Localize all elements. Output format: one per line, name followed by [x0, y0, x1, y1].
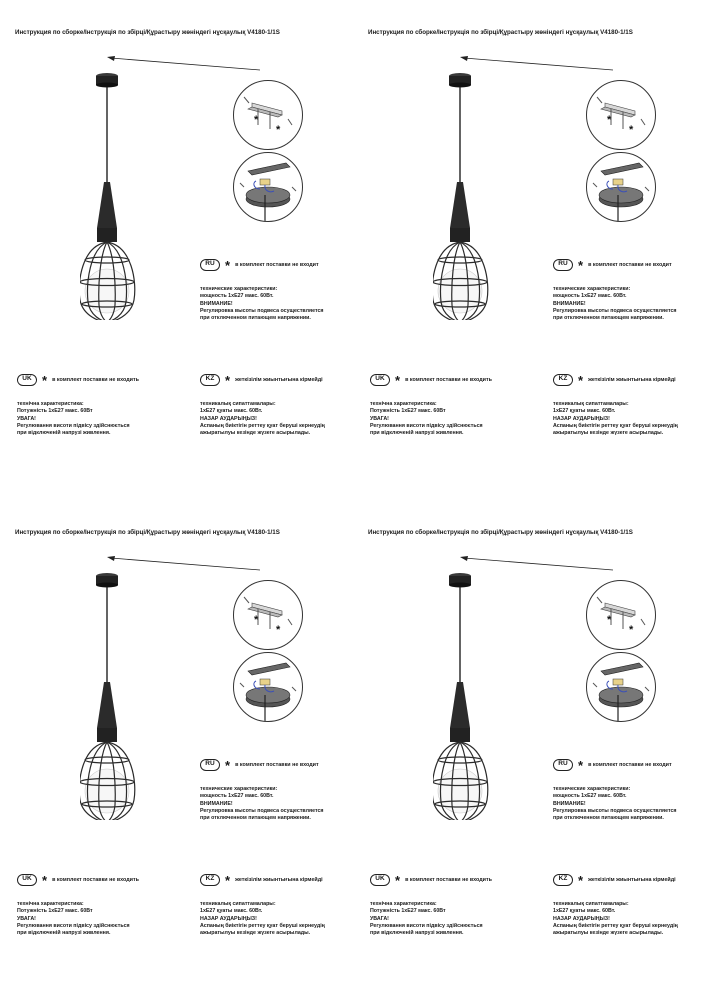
ru-spec-line: Регулировка высоты подвеса осуществляется: [553, 807, 677, 814]
kz-language-badge: KZ: [200, 374, 220, 386]
uk-note-text: в комплект поставки не входить: [405, 376, 492, 383]
kz-not-included-note: [200, 872, 323, 887]
uk-language-badge: UK: [17, 374, 37, 386]
kz-spec-line: Аспаның биіктігін реттеу қуат беруші кернеудің: [200, 422, 325, 429]
kz-language-badge: KZ: [553, 374, 573, 386]
instruction-title: Инструкция по сборке/Інструкція по збірці/Құрастыру жөніндегі нұсқаулық V4180-1/1S: [15, 29, 280, 36]
ru-spec-line: Регулировка высоты подвеса осуществляется: [553, 307, 677, 314]
ru-spec-line: Регулировка высоты подвеса осуществляется: [200, 307, 324, 314]
uk-specifications: [17, 901, 130, 937]
instruction-title: Инструкция по сборке/Інструкція по збірці/Құрастыру жөніндегі нұсқаулық V4180-1/1S: [368, 29, 633, 36]
kz-spec-line: 1хЕ27 қуаты макс. 60Вт.: [553, 908, 616, 915]
uk-spec-line: при відключеній напрузі живлення.: [370, 930, 464, 937]
svg-text:*: *: [276, 124, 281, 136]
uk-spec-line: УВАГА!: [370, 915, 389, 922]
uk-spec-line: Регулювання висоти підвісу здійснюється: [17, 422, 130, 429]
uk-spec-line: при відключеній напрузі живлення.: [370, 430, 464, 437]
kz-spec-line: техникалық сипаттамалары:: [200, 401, 276, 407]
kz-spec-line: НАЗАР АУДАРЫҢЫЗ!: [200, 415, 257, 422]
ru-spec-line: при отключенном питающем напряжении.: [200, 815, 311, 822]
svg-text:*: *: [607, 114, 612, 126]
uk-spec-line: Регулювання висоти підвісу здійснюється: [370, 422, 483, 429]
ru-spec-line: ВНИМАНИЕ!: [200, 800, 233, 807]
asterisk-icon: *: [578, 873, 584, 888]
pendant-lamp-illustration: [433, 70, 513, 320]
mounting-bracket-detail: [233, 580, 303, 650]
uk-spec-line: при відключеній напрузі живлення.: [17, 930, 111, 937]
svg-text:*: *: [629, 124, 634, 136]
kz-spec-line: Аспаның биіктігін реттеу қуат беруші кернеудің: [553, 922, 678, 929]
ru-specifications: [200, 286, 324, 322]
asterisk-icon: *: [578, 758, 584, 773]
ru-note-text: в комплект поставки не входит: [588, 261, 672, 268]
kz-note-text: жеткізілім жиынтығына кірмейді: [588, 376, 676, 383]
mounting-bracket-detail: [233, 80, 303, 150]
kz-spec-line: 1хЕ27 қуаты макс. 60Вт.: [200, 408, 263, 415]
asterisk-icon: *: [225, 758, 231, 773]
kz-spec-line: ажыратылуы кезінде жүзеге асырылады.: [200, 430, 311, 437]
asterisk-icon: *: [42, 373, 48, 388]
asterisk-icon: *: [225, 373, 231, 388]
ru-not-included-note: [553, 257, 672, 272]
ru-specifications: [200, 786, 324, 822]
kz-specifications: [200, 901, 325, 937]
kz-note-text: жеткізілім жиынтығына кірмейді: [235, 376, 323, 383]
uk-spec-line: УВАГА!: [17, 415, 36, 422]
uk-spec-line: Регулювання висоти підвісу здійснюється: [370, 922, 483, 929]
uk-spec-line: УВАГА!: [370, 415, 389, 422]
svg-text:*: *: [276, 624, 281, 636]
mounting-bracket-detail: [586, 580, 656, 650]
ru-spec-line: при отключенном питающем напряжении.: [553, 815, 664, 822]
ru-language-badge: RU: [553, 759, 573, 771]
ru-spec-line: мощность 1хЕ27 макс. 60Вт.: [200, 293, 274, 300]
asterisk-icon: *: [225, 873, 231, 888]
mounting-bracket-detail: [586, 80, 656, 150]
instruction-title: Инструкция по сборке/Інструкція по збірці/Құрастыру жөніндегі нұсқаулық V4180-1/1S: [15, 529, 280, 536]
uk-spec-line: технічна характеристика:: [17, 901, 84, 907]
instruction-panel: [0, 0, 353, 500]
ru-spec-line: технические характеристики:: [553, 286, 631, 292]
ru-not-included-note: [200, 757, 319, 772]
pendant-lamp-illustration: [80, 70, 160, 320]
uk-spec-line: технічна характеристика:: [370, 901, 437, 907]
kz-spec-line: НАЗАР АУДАРЫҢЫЗ!: [553, 915, 610, 922]
kz-specifications: [200, 401, 325, 437]
kz-language-badge: KZ: [553, 874, 573, 886]
uk-language-badge: UK: [370, 374, 390, 386]
kz-spec-line: 1хЕ27 қуаты макс. 60Вт.: [553, 408, 616, 415]
uk-specifications: [370, 401, 483, 437]
ru-spec-line: технические характеристики:: [200, 786, 278, 792]
uk-language-badge: UK: [370, 874, 390, 886]
ru-spec-line: мощность 1хЕ27 макс. 60Вт.: [553, 793, 627, 800]
canopy-wiring-detail: [586, 652, 656, 722]
kz-spec-line: НАЗАР АУДАРЫҢЫЗ!: [200, 915, 257, 922]
ru-spec-line: ВНИМАНИЕ!: [553, 800, 586, 807]
ru-specifications: [553, 786, 677, 822]
pendant-lamp-illustration: [433, 570, 513, 820]
canopy-wiring-detail: [233, 152, 303, 222]
uk-note-text: в комплект поставки не входить: [405, 876, 492, 883]
asterisk-icon: *: [395, 873, 401, 888]
asterisk-icon: *: [225, 258, 231, 273]
uk-spec-line: технічна характеристика:: [370, 401, 437, 407]
uk-not-included-note: [370, 872, 492, 887]
uk-spec-line: Регулювання висоти підвісу здійснюється: [17, 922, 130, 929]
pendant-lamp-illustration: [80, 570, 160, 820]
asterisk-icon: *: [42, 873, 48, 888]
uk-spec-line: Потужність 1хЕ27 макс. 60Вт: [370, 408, 446, 415]
ru-spec-line: при отключенном питающем напряжении.: [553, 315, 664, 322]
uk-not-included-note: [370, 372, 492, 387]
ru-spec-line: при отключенном питающем напряжении.: [200, 315, 311, 322]
ru-note-text: в комплект поставки не входит: [588, 761, 672, 768]
ru-language-badge: RU: [553, 259, 573, 271]
kz-spec-line: техникалық сипаттамалары:: [200, 901, 276, 907]
ru-language-badge: RU: [200, 759, 220, 771]
uk-note-text: в комплект поставки не входить: [52, 876, 139, 883]
ru-language-badge: RU: [200, 259, 220, 271]
kz-spec-line: Аспаның биіктігін реттеу қуат беруші кернеудің: [553, 422, 678, 429]
ru-note-text: в комплект поставки не входит: [235, 261, 319, 268]
uk-spec-line: Потужність 1хЕ27 макс. 60Вт: [17, 408, 93, 415]
uk-note-text: в комплект поставки не входить: [52, 376, 139, 383]
kz-not-included-note: [200, 372, 323, 387]
kz-spec-line: техникалық сипаттамалары:: [553, 901, 629, 907]
instruction-title: Инструкция по сборке/Інструкція по збірці/Құрастыру жөніндегі нұсқаулық V4180-1/1S: [368, 529, 633, 536]
asterisk-icon: *: [578, 373, 584, 388]
kz-language-badge: KZ: [200, 874, 220, 886]
instruction-panel: [353, 0, 706, 500]
uk-not-included-note: [17, 872, 139, 887]
canopy-wiring-detail: [233, 652, 303, 722]
uk-spec-line: технічна характеристика:: [17, 401, 84, 407]
uk-specifications: [17, 401, 130, 437]
ru-spec-line: мощность 1хЕ27 макс. 60Вт.: [553, 293, 627, 300]
svg-text:*: *: [629, 624, 634, 636]
kz-spec-line: ажыратылуы кезінде жүзеге асырылады.: [553, 430, 664, 437]
ru-spec-line: ВНИМАНИЕ!: [553, 300, 586, 307]
instruction-panel: [353, 500, 706, 1000]
svg-text:*: *: [607, 614, 612, 626]
ru-spec-line: Регулировка высоты подвеса осуществляется: [200, 807, 324, 814]
ru-note-text: в комплект поставки не входит: [235, 761, 319, 768]
kz-spec-line: 1хЕ27 қуаты макс. 60Вт.: [200, 908, 263, 915]
ru-spec-line: технические характеристики:: [200, 286, 278, 292]
uk-specifications: [370, 901, 483, 937]
ru-spec-line: технические характеристики:: [553, 786, 631, 792]
uk-not-included-note: [17, 372, 139, 387]
uk-spec-line: УВАГА!: [17, 915, 36, 922]
uk-spec-line: Потужність 1хЕ27 макс. 60Вт: [370, 908, 446, 915]
svg-text:*: *: [254, 114, 259, 126]
asterisk-icon: *: [578, 258, 584, 273]
instruction-panel: [0, 500, 353, 1000]
asterisk-icon: *: [395, 373, 401, 388]
kz-spec-line: техникалық сипаттамалары:: [553, 401, 629, 407]
ru-spec-line: мощность 1хЕ27 макс. 60Вт.: [200, 793, 274, 800]
kz-note-text: жеткізілім жиынтығына кірмейді: [588, 876, 676, 883]
ru-not-included-note: [200, 257, 319, 272]
kz-not-included-note: [553, 872, 676, 887]
svg-text:*: *: [254, 614, 259, 626]
kz-spec-line: ажыратылуы кезінде жүзеге асырылады.: [553, 930, 664, 937]
ru-spec-line: ВНИМАНИЕ!: [200, 300, 233, 307]
kz-not-included-note: [553, 372, 676, 387]
canopy-wiring-detail: [586, 152, 656, 222]
kz-spec-line: Аспаның биіктігін реттеу қуат беруші кернеудің: [200, 922, 325, 929]
kz-specifications: [553, 901, 678, 937]
kz-spec-line: ажыратылуы кезінде жүзеге асырылады.: [200, 930, 311, 937]
ru-specifications: [553, 286, 677, 322]
ru-not-included-note: [553, 757, 672, 772]
kz-note-text: жеткізілім жиынтығына кірмейді: [235, 876, 323, 883]
uk-spec-line: Потужність 1хЕ27 макс. 60Вт: [17, 908, 93, 915]
uk-spec-line: при відключеній напрузі живлення.: [17, 430, 111, 437]
uk-language-badge: UK: [17, 874, 37, 886]
kz-spec-line: НАЗАР АУДАРЫҢЫЗ!: [553, 415, 610, 422]
kz-specifications: [553, 401, 678, 437]
